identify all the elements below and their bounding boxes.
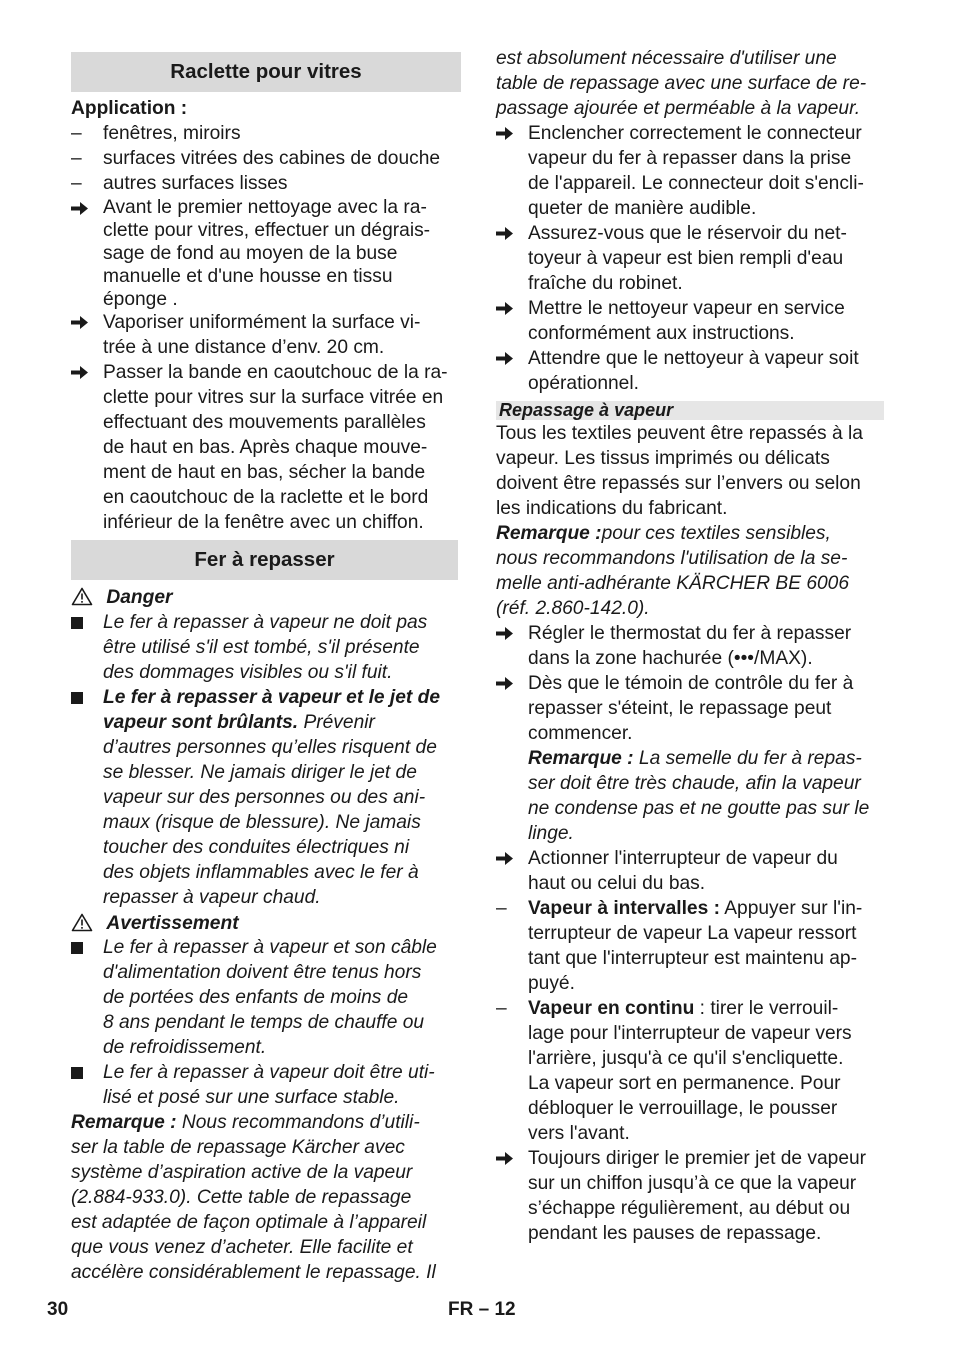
warning-item: Le fer à repasser à vapeur doit être uti- lisé et posé sur une surface stable. (71, 1060, 461, 1110)
dash-marker: – (71, 173, 82, 194)
arrow-right-icon (71, 196, 88, 216)
arrow-right-icon (496, 346, 513, 366)
dash-marker: – (71, 123, 82, 144)
danger-heading: Danger (71, 585, 461, 610)
instruction-step: Vaporiser uniformément la surface vi- trée à une distance d’env. 20 cm. (71, 310, 461, 360)
list-item: – autres surfaces lisses (71, 173, 288, 194)
dash-marker: – (71, 148, 82, 169)
application-label: Application : (71, 98, 188, 119)
list-item: – fenêtres, miroirs (71, 123, 241, 144)
dash-marker: – (496, 898, 507, 919)
arrow-right-icon (496, 296, 513, 316)
instruction-step: Attendre que le nettoyeur à vapeur soit opérationnel. (496, 346, 884, 396)
square-bullet-icon (71, 935, 83, 961)
instruction-step: Toujours diriger le premier jet de vapeur sur un chiffon jusqu’à ce que la vapeur s’échappe régulièrement, au début ou pendant les pauses de repassage. (496, 1146, 884, 1246)
list-item: – Vapeur en continu : tirer le verrouil- lage pour l'interrupteur de vapeur vers l'arrière, jusqu'à ce qu'il s'encliquette. La vapeur sort en permanence. Pour débloquer le verrouillage, le pousser vers l'avant. (496, 998, 852, 1144)
danger-item: Le fer à repasser à vapeur et le jet de vapeur sont brûlants. Prévenir d’autres personnes qu’elles risquent de se blesser. Ne jamais diriger le jet de vapeur sur des personnes ou des ani- maux (risque de blessure). Ne jamais toucher des conduites électriques ni des objets inflammables avec le fer à repasser à vapeur chaud. (71, 685, 461, 910)
page-number: 30 (47, 1299, 69, 1320)
arrow-right-icon (496, 621, 513, 641)
instruction-step: Enclencher correctement le connecteur vapeur du fer à repasser dans la prise de l'appareil. Le connecteur doit s'encli- queter de manière audible. (496, 121, 884, 221)
warning-heading: Avertissement (71, 911, 461, 936)
arrow-right-icon (71, 310, 88, 330)
danger-item: Le fer à repasser à vapeur ne doit pas être utilisé s'il est tombé, s'il présente des dommages visibles ou s'il fuit. (71, 610, 461, 685)
section-title-raclette: Raclette pour vitres (71, 52, 461, 92)
arrow-right-icon (496, 846, 513, 866)
remark-paragraph: Remarque : Nous recommandons d’utili- ser la table de repassage Kärcher avec système d’aspiration active de la vapeur (2.884-933.0). Cette table de repassage est adaptée de façon optimale à l’appareil que vous venez d’acheter. Elle facilite et accélère considérablement le repassage. Il (71, 1112, 436, 1283)
subsection-title-repassage: Repassage à vapeur (496, 401, 884, 420)
continued-remark: est absolument nécessaire d'utiliser une table de repassage avec une surface de re- passage ajourée et perméable à la vapeur. (496, 48, 867, 119)
instruction-step: Mettre le nettoyeur vapeur en service conformément aux instructions. (496, 296, 884, 346)
list-item: – Vapeur à intervalles : Appuyer sur l'in- terrupteur de vapeur La vapeur ressort tant que l'interrupteur est maintenu ap- puyé. (496, 898, 863, 994)
square-bullet-icon (71, 685, 83, 711)
dash-marker: – (496, 998, 507, 1019)
arrow-right-icon (496, 121, 513, 141)
arrow-right-icon (496, 221, 513, 241)
instruction-step: Assurez-vous que le réservoir du net- toyeur à vapeur est bien rempli d'eau fraîche du robinet. (496, 221, 884, 296)
warning-triangle-icon (71, 913, 98, 934)
warning-item: Le fer à repasser à vapeur et son câble d'alimentation doivent être tenus hors de portées des enfants de moins de 8 ans pendant le temps de chauffe ou de refroidissement. (71, 935, 461, 1060)
instruction-step: Régler le thermostat du fer à repasser dans la zone hachurée (•••/MAX). (496, 621, 884, 671)
intro-paragraph: Tous les textiles peuvent être repassés à la vapeur. Les tissus imprimés ou délicats doivent être repassés sur l’envers ou selon les indications du fabricant. (496, 423, 863, 519)
remark-paragraph: Remarque :pour ces textiles sensibles, nous recommandons l'utilisation de la se- melle anti-adhérante KÄRCHER BE 6006 (réf. 2.860-142.0). (496, 523, 850, 619)
arrow-right-icon (71, 360, 88, 380)
instruction-step: Actionner l'interrupteur de vapeur du haut ou celui du bas. (496, 846, 884, 896)
list-item: – surfaces vitrées des cabines de douche (71, 148, 441, 169)
square-bullet-icon (71, 610, 83, 636)
warning-triangle-icon (71, 587, 98, 608)
instruction-step: Dès que le témoin de contrôle du fer à repasser s'éteint, le repassage peut commencer. Remarque : La semelle du fer à repas- ser doit être très chaude, afin la vapeur ne condense pas et ne goutte pas sur le linge. (496, 671, 884, 846)
instruction-step: Passer la bande en caoutchouc de la ra- clette pour vitres sur la surface vitrée en effectuant des mouvements parallèles de haut en bas. Après chaque mouve- ment de haut en bas, sécher la bande en caoutchouc de la raclette et le bord inférieur de la fenêtre avec un chiffon. (71, 360, 461, 535)
arrow-right-icon (496, 1146, 513, 1166)
footer-section: FR – 12 (448, 1299, 516, 1320)
instruction-step: Avant le premier nettoyage avec la ra- clette pour vitres, effectuer un dégrais- sage de fond au moyen de la buse manuelle et d'une housse en tissu éponge . (71, 196, 461, 311)
square-bullet-icon (71, 1060, 83, 1086)
arrow-right-icon (496, 671, 513, 691)
section-title-fer: Fer à repasser (71, 540, 458, 580)
